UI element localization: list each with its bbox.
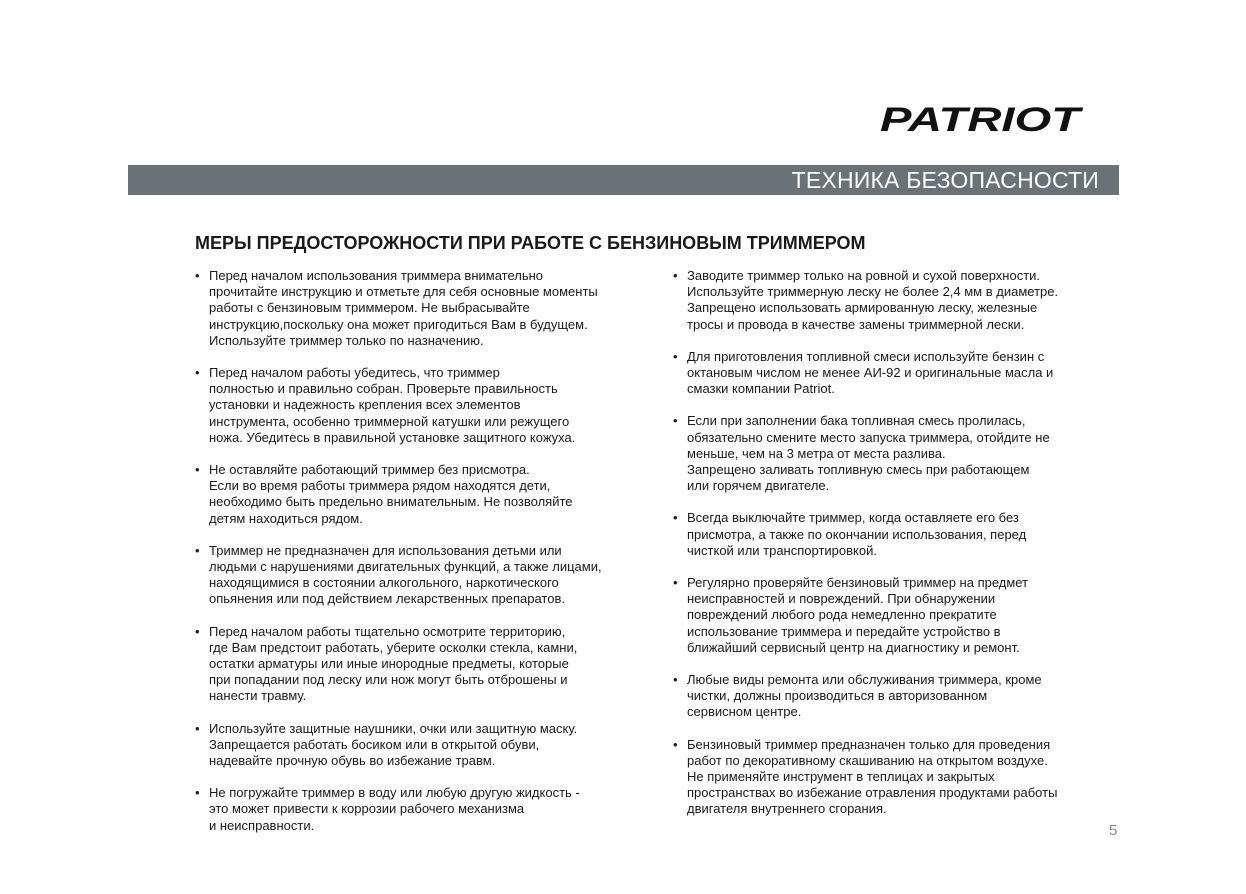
item-text-line: инструмента, особенно триммерной катушки или режущего bbox=[209, 413, 570, 429]
item-text-line: или горячем двигателе. bbox=[687, 478, 830, 494]
item-text-line: смазки компании Patriot. bbox=[687, 381, 835, 397]
left-column-list bbox=[195, 268, 650, 850]
item-text-line: где Вам предстоит работать, уберите осколки стекла, камни, bbox=[209, 639, 578, 655]
bullet-icon: • bbox=[673, 268, 678, 283]
item-text-line: ближайший сервисный центр на диагностику и ремонт. bbox=[687, 639, 1020, 655]
safety-list-item bbox=[673, 575, 1113, 656]
patriot-logo-mark bbox=[878, 98, 1084, 138]
safety-list-item bbox=[195, 268, 650, 349]
item-text-line: Триммер не предназначен для использования детьми или bbox=[209, 542, 562, 558]
item-text-line: пространствах во избежание отравления продуктами работы bbox=[687, 785, 1058, 801]
item-text-line: октановым числом не менее АИ-92 и оригинальные масла и bbox=[687, 365, 1054, 381]
item-text-line: прочитайте инструкцию и отметьте для себя основные моменты bbox=[209, 284, 598, 300]
item-text-line: Если во время работы триммера рядом находятся дети, bbox=[209, 478, 551, 494]
bullet-icon: • bbox=[673, 575, 678, 591]
item-text-line: находящимися в состоянии алкогольного, наркотического bbox=[209, 575, 559, 591]
item-text-line: Перед началом работы убедитесь, что триммер bbox=[209, 365, 500, 381]
item-text-line: обязательно смените место запуска триммера, отойдите не bbox=[687, 429, 1050, 445]
item-text-line: работ по декоративному скашиванию на открытом воздухе. bbox=[687, 752, 1048, 768]
item-text-line: повреждений любого рода немедленно прекратите bbox=[687, 607, 997, 623]
bullet-icon: • bbox=[673, 672, 678, 688]
item-text-line: Если при заполнении бака топливная смесь пролилась, bbox=[687, 413, 1026, 429]
item-text-line: Не оставляйте работающий триммер без присмотра. bbox=[209, 462, 530, 478]
item-text-line: опьянения или под действием лекарственных препаратов. bbox=[209, 591, 565, 607]
bullet-icon: • bbox=[673, 510, 678, 526]
bullet-icon: • bbox=[195, 462, 200, 478]
item-text-line: Не погружайте триммер в воду или любую другую жидкость - bbox=[209, 785, 580, 801]
item-text-line: тросы и провода в качестве замены триммерной лески. bbox=[687, 316, 1025, 332]
safety-list-item bbox=[673, 349, 1113, 398]
right-column-list bbox=[673, 268, 1113, 834]
bullet-icon: • bbox=[195, 542, 200, 558]
item-text-line: Используйте триммерную леску не более 2,4 мм в диаметре. bbox=[687, 284, 1059, 300]
item-text-line: остатки арматуры или иные инородные предметы, которые bbox=[209, 656, 569, 672]
bullet-icon: • bbox=[195, 365, 200, 381]
section-header-bar bbox=[128, 165, 1119, 195]
item-text-line: Бензиновый триммер предназначен только для проведения bbox=[687, 736, 1051, 752]
item-text-line: полностью и правильно собран. Проверьте правильность bbox=[209, 381, 558, 397]
item-text-line: людьми с нарушениями двигательных функций, а также лицами, bbox=[209, 559, 602, 575]
item-text-line: Для приготовления топливной смеси используйте бензин с bbox=[687, 348, 1045, 364]
item-text-line: Перед началом использования триммера внимательно bbox=[209, 268, 544, 283]
safety-list-item bbox=[673, 737, 1113, 818]
item-text-line: Регулярно проверяйте бензиновый триммер на предмет bbox=[687, 575, 1029, 591]
item-text-line: необходимо быть предельно внимательным. Не позволяйте bbox=[209, 494, 573, 510]
item-text-line: двигателя внутреннего сгорания. bbox=[687, 801, 887, 817]
item-text-line: работы с бензиновым триммером. Не выбрасывайте bbox=[209, 300, 530, 316]
bullet-icon: • bbox=[195, 268, 200, 283]
bullet-icon: • bbox=[195, 785, 200, 801]
item-text-line: Запрещено заливать топливную смесь при работающем bbox=[687, 462, 1030, 478]
item-text-line: ножа. Убедитесь в правильной установке защитного кожуха. bbox=[209, 429, 576, 445]
item-text-line: неисправностей и повреждений. При обнаружении bbox=[687, 591, 996, 607]
safety-list-item bbox=[195, 721, 650, 770]
safety-list-item bbox=[195, 624, 650, 705]
item-text-line: Используйте триммер только по назначению. bbox=[209, 332, 484, 348]
item-text-line: сервисном центре. bbox=[687, 704, 802, 720]
item-text-line: Перед началом работы тщательно осмотрите территорию, bbox=[209, 623, 566, 639]
item-text-line: чистки, должны производиться в авторизованном bbox=[687, 688, 988, 704]
safety-list-item bbox=[195, 785, 650, 834]
item-text-line: надевайте прочную обувь во избежание травм. bbox=[209, 753, 496, 769]
item-text-line: Любые виды ремонта или обслуживания триммера, кроме bbox=[687, 672, 1042, 688]
logo-wordmark: PATRIOT bbox=[880, 101, 1084, 138]
item-text-line: детям находиться рядом. bbox=[209, 510, 363, 526]
safety-list-item bbox=[673, 268, 1113, 333]
bullet-icon: • bbox=[195, 623, 200, 639]
safety-list-item bbox=[673, 672, 1113, 721]
safety-list-item bbox=[195, 462, 650, 527]
item-text-line: это может привести к коррозии рабочего механизма bbox=[209, 801, 525, 817]
item-text-line: меньше, чем на 3 метра от места разлива. bbox=[687, 445, 946, 461]
page-heading: МЕРЫ ПРЕДОСТОРОЖНОСТИ ПРИ РАБОТЕ С БЕНЗИНОВЫМ ТРИММЕРОМ bbox=[195, 233, 866, 253]
item-text-line: Не применяйте инструмент в теплицах и закрытых bbox=[687, 769, 995, 785]
item-text-line: Запрещается работать босиком или в открытой обуви, bbox=[209, 736, 540, 752]
page-number: 5 bbox=[1109, 822, 1118, 839]
safety-list-item bbox=[673, 413, 1113, 494]
bullet-icon: • bbox=[673, 413, 678, 429]
item-text-line: Заводите триммер только на ровной и сухой поверхности. bbox=[687, 268, 1041, 283]
safety-list-item bbox=[195, 543, 650, 608]
item-text-line: чисткой или транспортировкой. bbox=[687, 542, 877, 558]
patriot-logo bbox=[878, 98, 1084, 138]
safety-list-item bbox=[195, 365, 650, 446]
safety-list-item bbox=[673, 510, 1113, 559]
bullet-icon: • bbox=[673, 348, 678, 364]
item-text-line: и неисправности. bbox=[209, 817, 315, 833]
item-text-line: использование триммера и передайте устройство в bbox=[687, 623, 1001, 639]
item-text-line: Запрещено использовать армированную леску, железные bbox=[687, 300, 1038, 316]
item-text-line: при попадании под леску или нож могут быть отброшены и bbox=[209, 672, 568, 688]
item-text-line: Используйте защитные наушники, очки или защитную маску. bbox=[209, 720, 578, 736]
bullet-icon: • bbox=[195, 720, 200, 736]
bullet-icon: • bbox=[673, 736, 678, 752]
item-text-line: Всегда выключайте триммер, когда оставляете его без bbox=[687, 510, 1019, 526]
item-text-line: нанести травму. bbox=[209, 688, 307, 704]
item-text-line: инструкцию,поскольку она может пригодиться Вам в будущем. bbox=[209, 316, 588, 332]
item-text-line: установки и надежность крепления всех элементов bbox=[209, 397, 521, 413]
section-title: ТЕХНИКА БЕЗОПАСНОСТИ bbox=[791, 167, 1099, 193]
item-text-line: присмотра, а также по окончании использования, перед bbox=[687, 526, 1027, 542]
